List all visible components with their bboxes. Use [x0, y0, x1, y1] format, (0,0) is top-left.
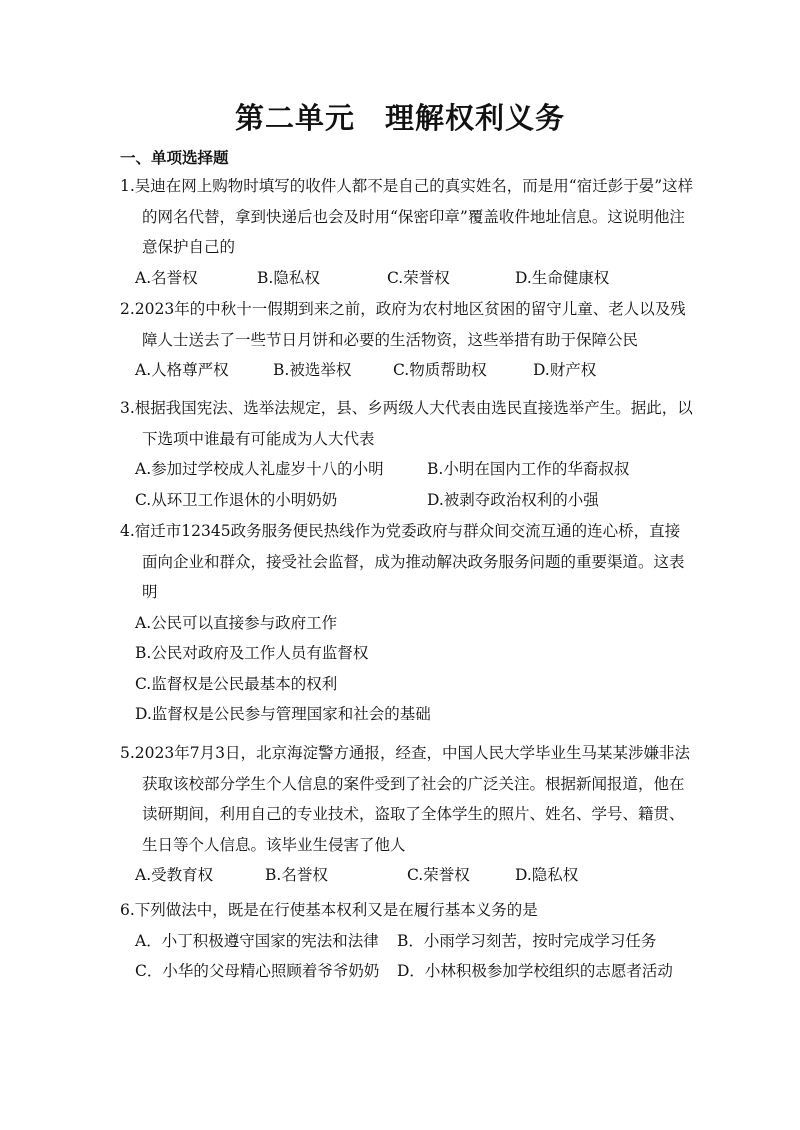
option-d[interactable]: D．小林积极参加学校组织的志愿者活动: [397, 962, 673, 980]
option-b[interactable]: B.小明在国内工作的华裔叔叔: [427, 460, 630, 478]
page-title: 第二单元 理解权利义务: [234, 101, 565, 135]
option-a[interactable]: A.人格尊严权: [135, 361, 229, 379]
option-b[interactable]: B．小雨学习刻苦，按时完成学习任务: [397, 931, 657, 950]
option-b[interactable]: B.隐私权: [257, 268, 320, 287]
options-row: [135, 454, 695, 485]
option-d[interactable]: D.财产权: [533, 361, 597, 379]
question-6: [120, 895, 695, 987]
option-c[interactable]: C.荣誉权: [407, 866, 470, 884]
option-d[interactable]: D.被剥夺政治权利的小强: [427, 490, 599, 509]
options-row: [135, 485, 695, 516]
options-row: [135, 956, 695, 987]
option-a[interactable]: A.参加过学校成人礼虚岁十八的小明: [135, 460, 384, 478]
option-a[interactable]: A.受教育权: [135, 866, 214, 884]
option-a[interactable]: A.公民可以直接参与政府工作: [135, 613, 338, 632]
question-5: [120, 738, 695, 891]
option-c[interactable]: C．小华的父母精心照顾着爷爷奶奶: [135, 962, 380, 980]
question-stem: 2.2023年的中秋十一假期到来之前，政府为农村地区贫困的留守儿童、老人以及残障人士送去了一些节日月饼和必要的生活物资，这些举措有助于保障公民: [120, 300, 686, 349]
option-c[interactable]: C.荣誉权: [387, 268, 450, 287]
question-stem: 1.吴迪在网上购物时填写的收件人都不是自己的真实姓名，而是用“宿迁彭于晏”这样的网名代替，拿到快递后也会及时用“保密印章”覆盖收件地址信息。这说明他注意保护自己的: [120, 177, 694, 256]
option-c[interactable]: C.从环卫工作退休的小明奶奶: [135, 490, 338, 509]
option-a[interactable]: A.名誉权: [135, 268, 198, 287]
options-row: [135, 355, 695, 386]
question-4: [120, 516, 695, 730]
option-d[interactable]: D.生命健康权: [515, 268, 610, 287]
question-1: [120, 171, 695, 293]
question-stem: 6.下列做法中，既是在行使基本权利又是在履行基本义务的是: [120, 901, 538, 919]
options-row: [135, 860, 695, 891]
section-heading: 一、单项选择题: [120, 149, 229, 167]
options-row: [135, 926, 695, 957]
option-d[interactable]: D.隐私权: [515, 866, 579, 884]
question-stem: 5.2023年7月3日，北京海淀警方通报，经查，中国人民大学毕业生马某某涉嫌非法获取该校部分学生个人信息的案件受到了社会的广泛关注。根据新闻报道，他在读研期间，利用自己的专业技术，盗取了全体学生的照片、姓名、学号、籍贯、生日等个人信息。该毕业生侵害了他人: [120, 744, 690, 854]
option-b[interactable]: B.公民对政府及工作人员有监督权: [135, 644, 369, 662]
question-stem: 4.宿迁市12345政务服务便民热线作为党委政府与群众间交流互通的连心桥，直接面向企业和群众，接受社会监督，成为推动解决政务服务问题的重要渠道。这表明: [120, 522, 685, 601]
option-d[interactable]: D.监督权是公民参与管理国家和社会的基础: [135, 705, 431, 723]
option-c[interactable]: C.物质帮助权: [393, 361, 487, 379]
option-b[interactable]: B.名誉权: [265, 866, 328, 884]
question-3: [120, 393, 695, 515]
option-c[interactable]: C.监督权是公民最基本的权利: [135, 674, 338, 693]
question-stem: 3.根据我国宪法、选举法规定，县、乡两级人大代表由选民直接选举产生。据此，以下选项中谁最有可能成为人大代表: [120, 399, 693, 448]
options-row: [135, 263, 695, 294]
option-a[interactable]: A．小丁积极遵守国家的宪法和法律: [135, 931, 379, 950]
option-b[interactable]: B.被选举权: [273, 361, 352, 379]
question-2: [120, 294, 695, 386]
